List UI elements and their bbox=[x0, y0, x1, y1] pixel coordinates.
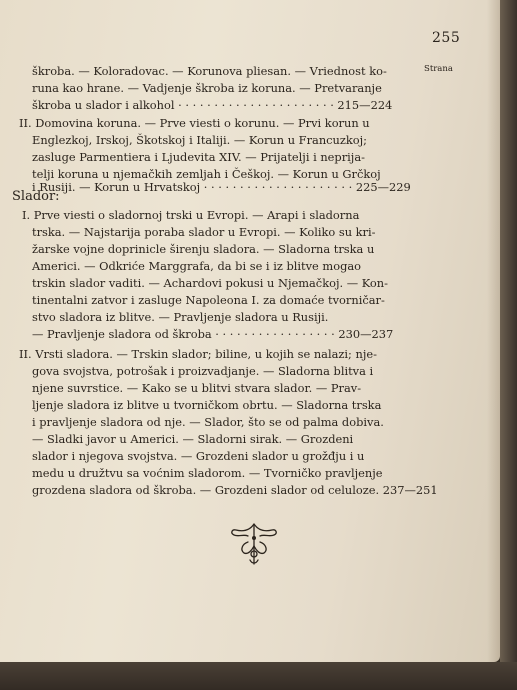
toc-line: trskin slador vaditi. — Achardovi pokusi u Njemačkoj. — Kon- bbox=[32, 276, 388, 290]
toc-line: telji koruna u njemačkih zemljah i Češkoj. — Korun u Grčkoj bbox=[32, 167, 381, 181]
toc-line: stvo sladora iz blitve. — Pravljenje sladora u Rusiji. bbox=[32, 310, 329, 324]
toc-line: zasluge Parmentiera i Ljudevita XIV. — Prijatelji i neprija- bbox=[32, 150, 365, 164]
column-label: Strana bbox=[424, 64, 453, 74]
toc-line: — Sladki javor u Americi. — Sladorni sirak. — Grozdeni bbox=[32, 432, 354, 446]
toc-line: trska. — Najstarija poraba slador u Evropi. — Koliko su kri- bbox=[32, 225, 376, 239]
toc-line: II. Domovina koruna. — Prve viesti o korunu. — Prvi korun u bbox=[19, 116, 370, 130]
toc-line: i Rusiji. — Korun u Hrvatskoj · · · · · · · · · · · · · · · · · · · · · 225—229 bbox=[32, 180, 411, 194]
toc-line: Americi. — Odkriće Marggrafa, da bi se i iz blitve mogao bbox=[32, 259, 362, 273]
toc-line: žarske vojne doprinicle širenju sladora. — Sladorna trska u bbox=[32, 242, 375, 256]
toc-line: slador i njegova svojstva. — Grozdeni slador u grožđju i u bbox=[32, 449, 365, 463]
toc-line: runa kao hrane. — Vadjenje škroba iz koruna. — Pretvaranje bbox=[32, 81, 382, 95]
toc-line: medu u družtvu sa voćnim sladorom. — Tvorničko pravljenje bbox=[32, 466, 383, 480]
section-heading: Slador: bbox=[12, 189, 60, 204]
toc-line: škroba. — Koloradovac. — Korunova pliesan. — Vriednost ko- bbox=[32, 64, 387, 78]
book-spine-shadow bbox=[500, 0, 517, 690]
ornament-icon bbox=[226, 520, 282, 570]
page-edge-shade bbox=[487, 0, 500, 662]
toc-line: i pravljenje sladora od nje. — Slador, što se od palma dobiva. bbox=[32, 415, 384, 429]
toc-line: I. Prve viesti o sladornoj trski u Evropi. — Arapi i sladorna bbox=[22, 208, 360, 222]
toc-line: tinentalni zatvor i zasluge Napoleona I. za domaće tvorničar- bbox=[32, 293, 385, 307]
toc-line: gova svojstva, potrošak i proizvadjanje. — Sladorna blitva i bbox=[32, 364, 374, 378]
toc-line: škroba u slador i alkohol · · · · · · · · · · · · · · · · · · · · · · 215—224 bbox=[32, 98, 393, 112]
page-number: 255 bbox=[432, 30, 461, 46]
toc-line: II. Vrsti sladora. — Trskin slador; biline, u kojih se nalazi; nje- bbox=[19, 347, 377, 361]
toc-line: njene suvrstice. — Kako se u blitvi stvara slador. — Prav- bbox=[32, 381, 362, 395]
toc-line: — Pravljenje sladora od škroba · · · · · · · · · · · · · · · · · 230—237 bbox=[32, 327, 394, 341]
table-surface bbox=[0, 662, 517, 690]
toc-line: grozdena sladora od škroba. — Grozdeni slador od celuloze. 237—251 bbox=[32, 483, 438, 497]
toc-line: Englezkoj, Irskoj, Škotskoj i Italiji. — Korun u Francuzkoj; bbox=[32, 133, 368, 147]
toc-line: ljenje sladora iz blitve u tvorničkom obrtu. — Sladorna trska bbox=[32, 398, 382, 412]
